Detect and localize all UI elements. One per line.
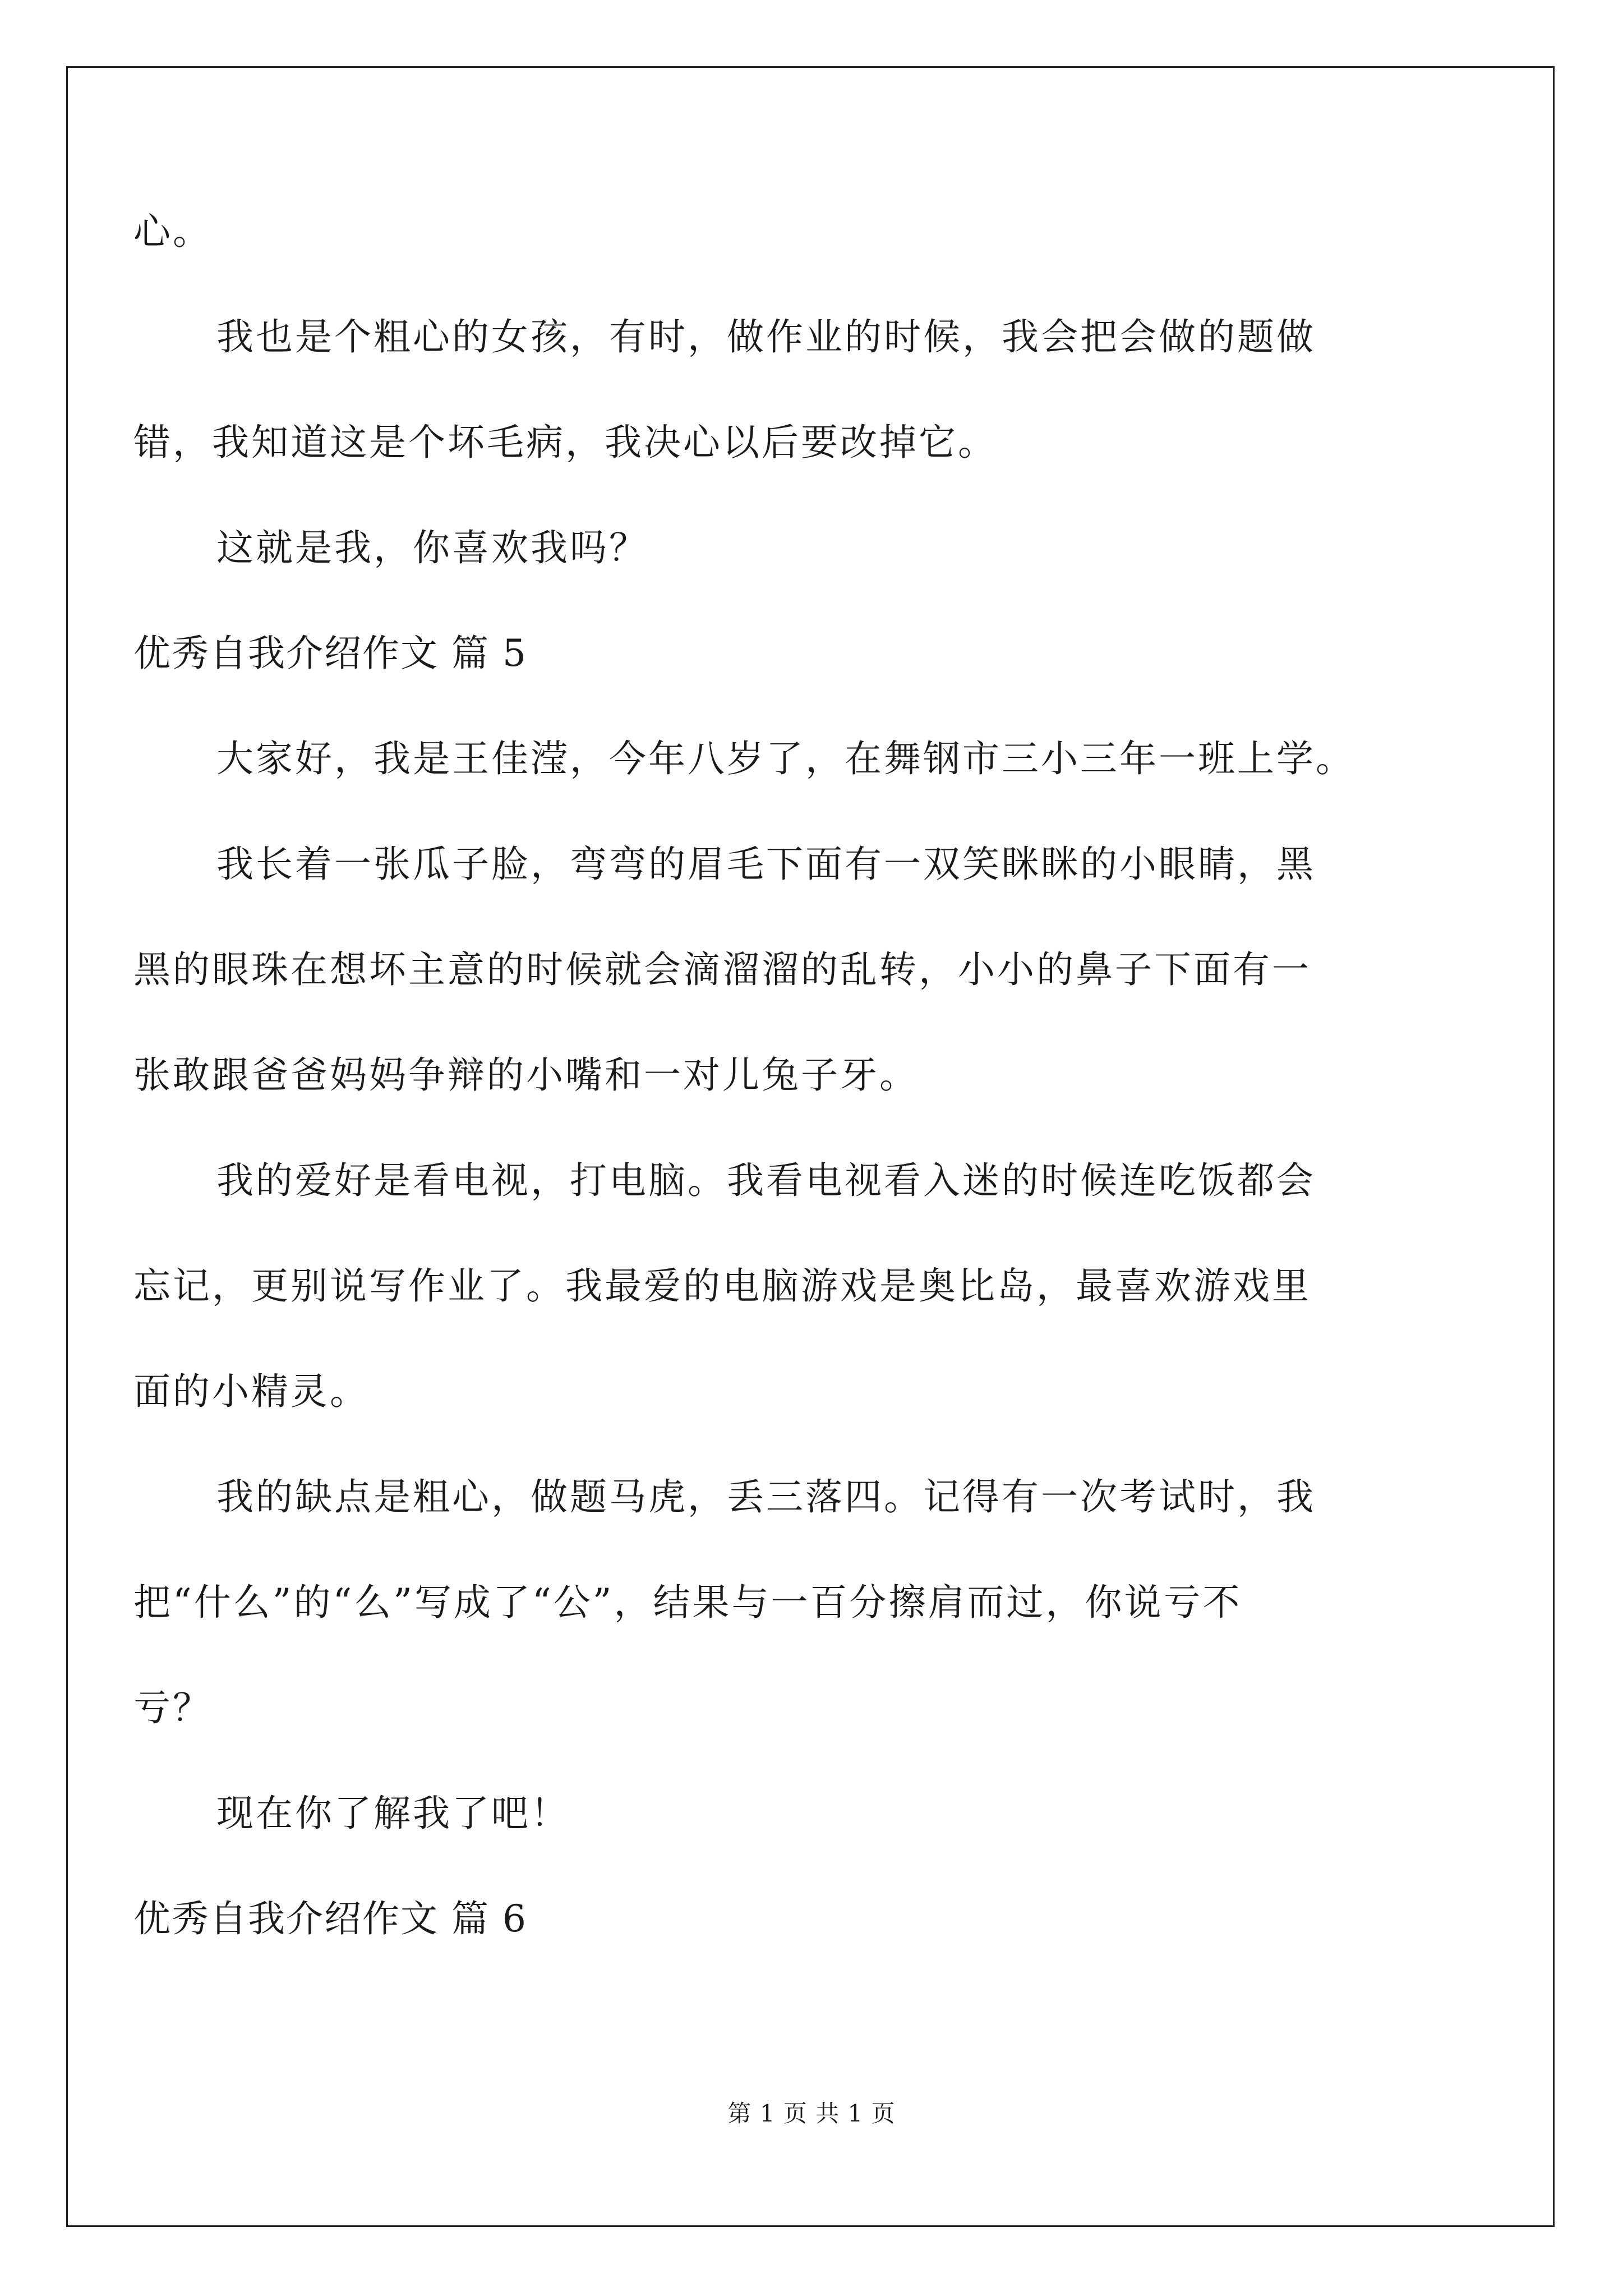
paragraph-line: 我长着一张瓜子脸，弯弯的眉毛下面有一双笑眯眯的小眼睛，黑 [216, 843, 1316, 886]
section-heading: 优秀自我介绍作文 篇 5 [133, 632, 527, 675]
paragraph-line: 把“什么”的“么”写成了“公”，结果与一百分擦肩而过，你说亏不 [133, 1581, 1242, 1624]
paragraph-line: 面的小精灵。 [133, 1370, 369, 1413]
paragraph-line: 我的爱好是看电视，打电脑。我看电视看入迷的时候连吃饭都会 [216, 1159, 1316, 1202]
paragraph-line: 亏？ [133, 1686, 212, 1729]
paragraph-line: 张敢跟爸爸妈妈争辩的小嘴和一对儿兔子牙。 [133, 1053, 919, 1097]
paragraph-line: 心。 [133, 210, 212, 253]
paragraph-line: 我也是个粗心的女孩，有时，做作业的时候，我会把会做的题做 [216, 315, 1316, 358]
paragraph-line: 我的缺点是粗心，做题马虎，丢三落四。记得有一次考试时，我 [216, 1475, 1316, 1519]
paragraph-line: 忘记，更别说写作业了。我最爱的电脑游戏是奥比岛，最喜欢游戏里 [133, 1264, 1311, 1308]
paragraph-line: 黑的眼珠在想坏主意的时候就会滴溜溜的乱转，小小的鼻子下面有一 [133, 948, 1311, 991]
paragraph-line: 现在你了解我了吧！ [216, 1792, 570, 1835]
paragraph-line: 错，我知道这是个坏毛病，我决心以后要改掉它。 [133, 421, 997, 464]
section-heading: 优秀自我介绍作文 篇 6 [133, 1897, 527, 1940]
paragraph-line: 大家好，我是王佳滢，今年八岁了，在舞钢市三小三年一班上学。 [216, 737, 1355, 780]
paragraph-line: 这就是我，你喜欢我吗？ [216, 526, 648, 569]
page-number-footer: 第 1 页 共 1 页 [727, 2100, 896, 2127]
